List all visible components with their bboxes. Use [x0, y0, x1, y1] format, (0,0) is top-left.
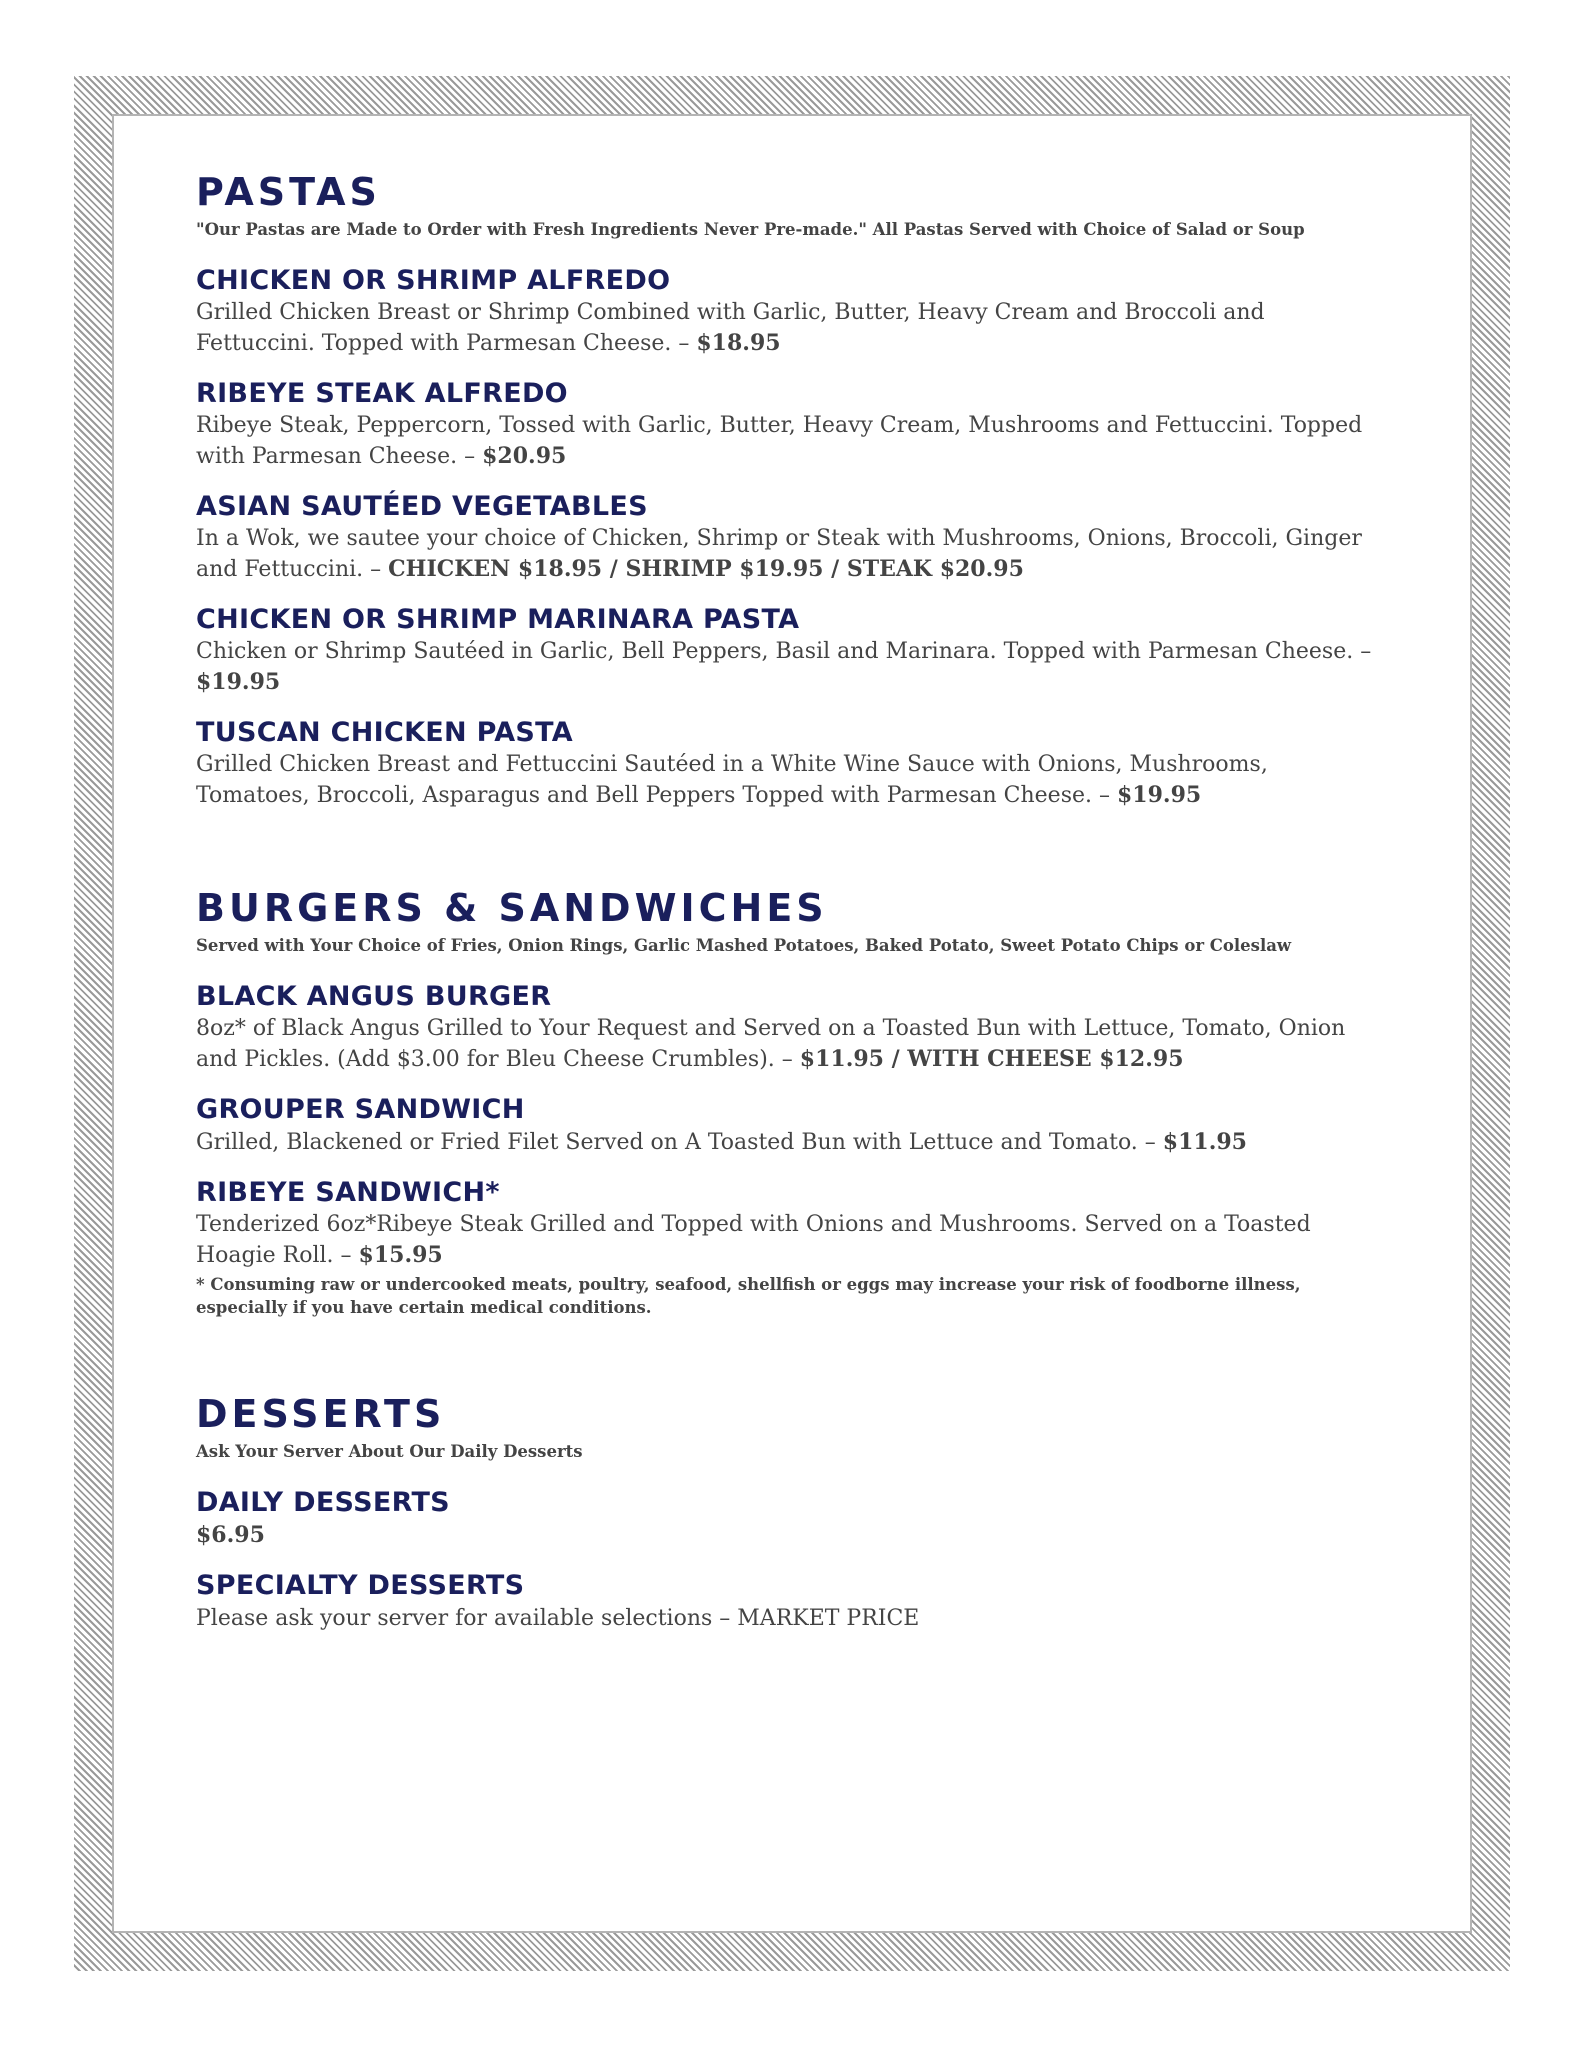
item-price: $11.95 / WITH CHEESE $12.95	[799, 1046, 1184, 1072]
item-name: CHICKEN OR SHRIMP MARINARA PASTA	[196, 604, 800, 635]
item-desc-text: Grilled Chicken Breast or Shrimp Combined with Garlic, Butter, Heavy Cream and Broccoli and Fettuccini. Topped with Parmesan Cheese. –	[196, 300, 1265, 356]
item-description	[196, 1127, 1376, 1158]
menu-item	[196, 490, 1376, 585]
item-description	[196, 1210, 1376, 1271]
section-note: "Our Pastas are Made to Order with Fresh Ingredients Never Pre-made." All Pastas Served with Choice of Salad or Soup	[196, 220, 1305, 239]
item-name: TUSCAN CHICKEN PASTA	[196, 717, 573, 748]
item-desc-text: 8oz* of Black Angus Grilled to Your Request and Served on a Toasted Bun with Lettuce, Tomato, Onion and Pickles. (Add $3.00 for Bleu Cheese Crumbles). –	[196, 1016, 1346, 1072]
item-desc-text: Chicken or Shrimp Sautéed in Garlic, Bell Peppers, Basil and Marinara. Topped with Parmesan Cheese. –	[196, 639, 1372, 664]
item-price: $15.95	[358, 1242, 443, 1268]
item-name: GROUPER SANDWICH	[196, 1094, 525, 1125]
item-price: $19.95	[1117, 782, 1202, 808]
item-price: CHICKEN $18.95 / SHRIMP $19.95 / STEAK $20.95	[388, 556, 1024, 582]
menu-item	[196, 980, 1376, 1075]
section-desserts	[196, 1388, 1376, 1652]
item-description	[196, 298, 1376, 359]
section-note: Ask Your Server About Our Daily Desserts	[196, 1442, 583, 1461]
item-name: BLACK ANGUS BURGER	[196, 981, 552, 1012]
item-name: RIBEYE STEAK ALFREDO	[196, 378, 568, 409]
item-description	[196, 1603, 1376, 1634]
section-pastas	[196, 166, 1376, 829]
section-title: BURGERS & SANDWICHES	[196, 886, 828, 930]
item-price: $18.95	[696, 330, 781, 356]
item-desc-text: Please ask your server for available selections – MARKET PRICE	[196, 1606, 920, 1631]
food-safety-disclaimer: * Consuming raw or undercooked meats, poultry, seafood, shellfish or eggs may increase your risk of foodborne illness, especially if you have certain medical conditions.	[196, 1275, 1301, 1317]
item-desc-text: Tenderized 6oz*Ribeye Steak Grilled and Topped with Onions and Mushrooms. Served on a Toasted Hoagie Roll. –	[196, 1212, 1311, 1268]
item-desc-text: Grilled Chicken Breast and Fettuccini Sautéed in a White Wine Sauce with Onions, Mushrooms, Tomatoes, Broccoli, Asparagus and Bell Peppers Topped with Parmesan Cheese. –	[196, 752, 1268, 808]
item-price: $20.95	[482, 443, 567, 469]
item-description	[196, 1014, 1376, 1075]
item-name: DAILY DESSERTS	[196, 1487, 450, 1518]
item-description	[196, 524, 1376, 585]
item-price: $19.95	[196, 669, 281, 695]
section-title: PASTAS	[196, 170, 381, 214]
item-description	[196, 1520, 1376, 1551]
section-title: DESSERTS	[196, 1392, 446, 1436]
item-desc-text: Grilled, Blackened or Fried Filet Served on A Toasted Bun with Lettuce and Tomato. –	[196, 1130, 1163, 1155]
item-price: $11.95	[1162, 1129, 1247, 1155]
item-name: ASIAN SAUTÉED VEGETABLES	[196, 491, 648, 522]
menu-item	[196, 716, 1376, 811]
item-price: $6.95	[196, 1522, 265, 1548]
item-name: SPECIALTY DESSERTS	[196, 1570, 525, 1601]
menu-item	[196, 603, 1376, 698]
menu-item	[196, 1486, 1376, 1551]
item-description	[196, 411, 1376, 472]
item-description	[196, 637, 1376, 698]
menu-item	[196, 1176, 1376, 1271]
section-note: Served with Your Choice of Fries, Onion Rings, Garlic Mashed Potatoes, Baked Potato, Sweet Potato Chips or Coleslaw	[196, 936, 1292, 955]
menu-item	[196, 1093, 1376, 1158]
item-description	[196, 750, 1376, 811]
menu-item	[196, 264, 1376, 359]
item-name: CHICKEN OR SHRIMP ALFREDO	[196, 265, 671, 296]
menu-item	[196, 377, 1376, 472]
item-desc-text: In a Wok, we sautee your choice of Chicken, Shrimp or Steak with Mushrooms, Onions, Broccoli, Ginger and Fettuccini. –	[196, 526, 1362, 582]
item-desc-text: Ribeye Steak, Peppercorn, Tossed with Garlic, Butter, Heavy Cream, Mushrooms and Fettuccini. Topped with Parmesan Cheese. –	[196, 413, 1363, 469]
section-burgers-sandwiches	[196, 882, 1376, 1319]
menu-item	[196, 1569, 1376, 1634]
item-name: RIBEYE SANDWICH*	[196, 1177, 500, 1208]
